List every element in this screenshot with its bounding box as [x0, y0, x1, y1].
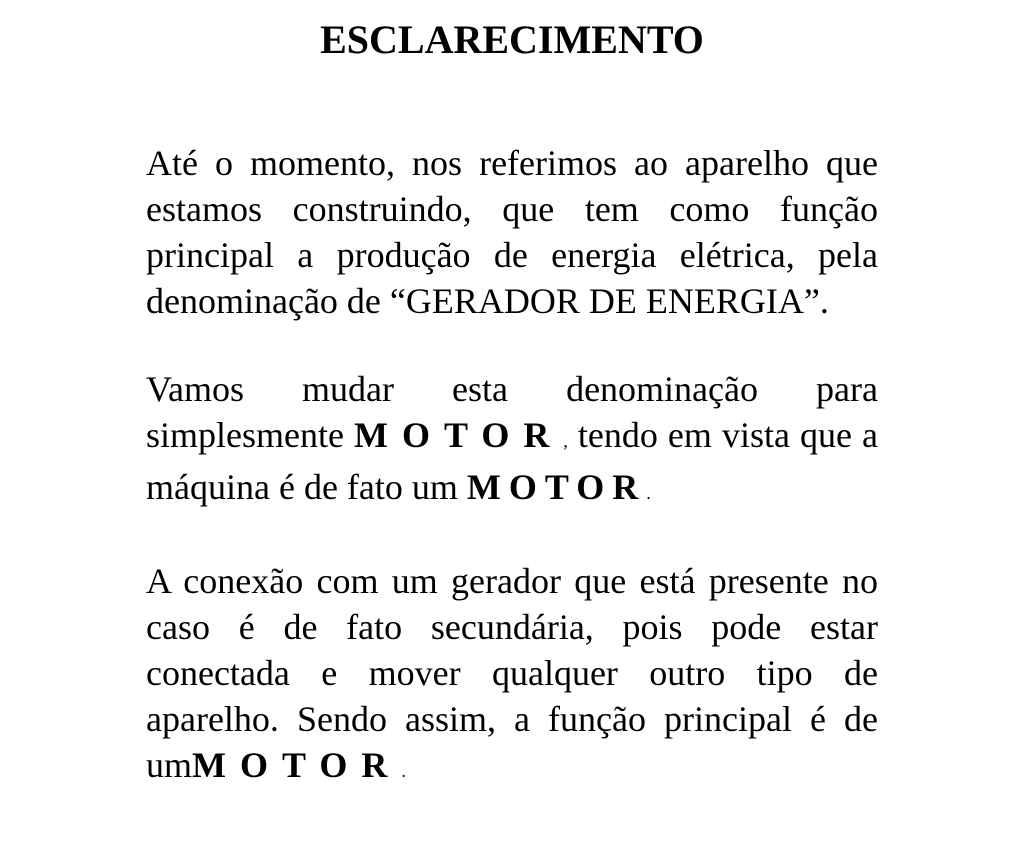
paragraph-2-text-b-comma: ,	[563, 431, 568, 451]
paragraph-2	[146, 366, 878, 516]
paragraph-3-period: .	[401, 761, 406, 781]
paragraph-2-text-a: Vamos mudar esta denominação para simplesmente	[146, 369, 878, 455]
paragraph-1-text: Até o momento, nos referimos ao aparelho que estamos construindo, que tem como função principal a produção de energia elétrica, pela denominação de “GERADOR DE ENERGIA”.	[146, 143, 878, 321]
paragraph-3	[146, 558, 878, 794]
motor-emphasis-1: MOTOR	[354, 415, 564, 455]
paragraph-3-text: A conexão com um gerador que está presente no caso é de fato secundária, pois pode estar conectada e mover qualquer outro tipo de aparelho. Sendo assim, a função principal é de um	[146, 561, 878, 785]
document-body	[146, 140, 878, 794]
motor-emphasis-2: MOTOR	[466, 467, 647, 507]
paragraph-2-period: .	[646, 483, 651, 503]
motor-emphasis-3: MOTOR	[192, 745, 402, 785]
paragraph-2-text-b: tendo em vista que a máquina é de fato um	[146, 415, 878, 507]
page-title: ESCLARECIMENTO	[320, 17, 704, 62]
paragraph-1	[146, 140, 878, 324]
